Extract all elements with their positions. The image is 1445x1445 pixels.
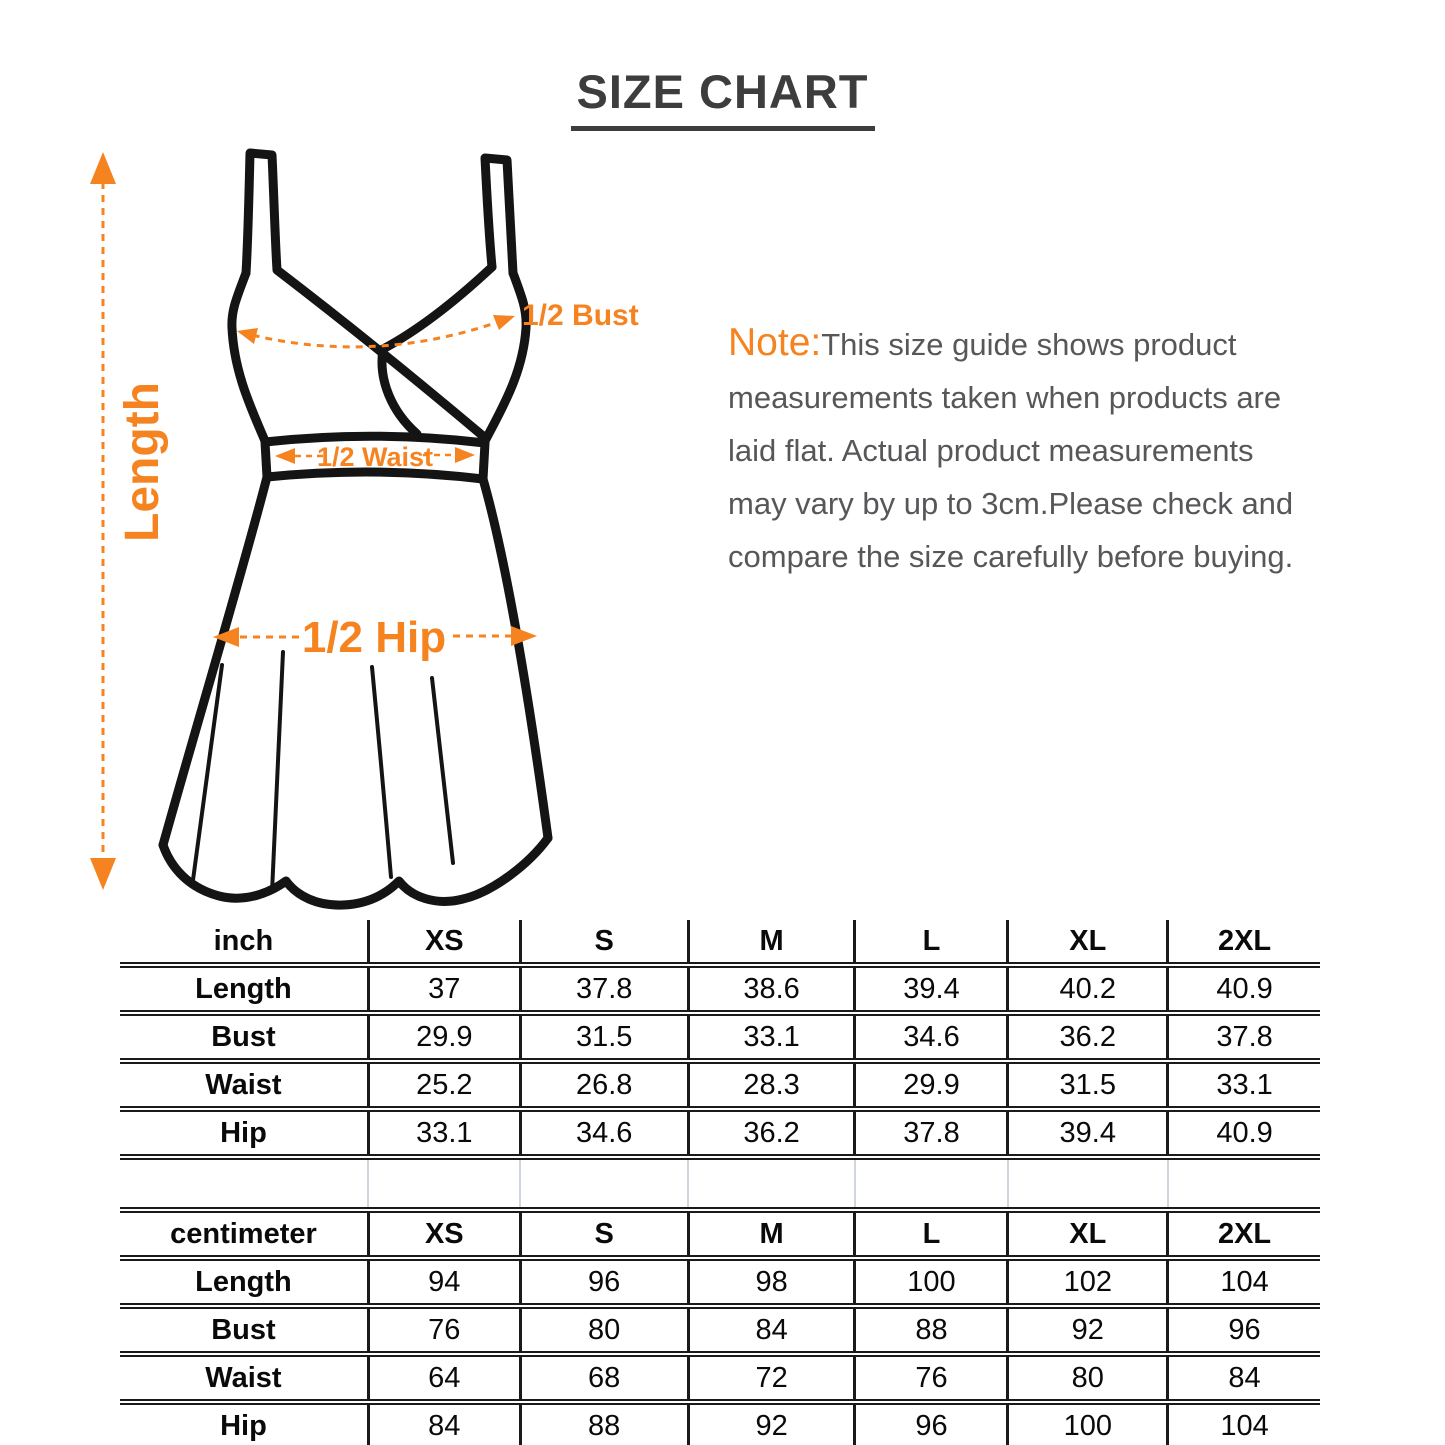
size-cell: 96	[520, 1258, 688, 1306]
size-cell: 37	[368, 965, 520, 1013]
row-label: Waist	[120, 1354, 368, 1402]
size-header: XS	[368, 1210, 520, 1258]
dress-diagram	[80, 140, 680, 910]
size-cell: 102	[1008, 1258, 1168, 1306]
pleat-line	[372, 667, 391, 877]
hip-label: 1/2 Hip	[301, 613, 447, 662]
size-cell: 96	[1168, 1306, 1320, 1354]
row-label: Bust	[120, 1013, 368, 1061]
size-cell: 40.2	[1008, 965, 1168, 1013]
size-cell: 88	[855, 1306, 1008, 1354]
size-header: M	[688, 920, 855, 965]
size-cell: 94	[368, 1258, 520, 1306]
size-cell: 92	[1008, 1306, 1168, 1354]
skirt-left-side	[163, 477, 267, 845]
note-block	[728, 316, 1418, 583]
size-cell: 37.8	[855, 1109, 1008, 1157]
size-cell: 34.6	[855, 1013, 1008, 1061]
table-row	[120, 965, 1320, 1013]
size-cell: 31.5	[520, 1013, 688, 1061]
row-label: Hip	[120, 1109, 368, 1157]
size-header: 2XL	[1168, 1210, 1320, 1258]
size-cell: 68	[520, 1354, 688, 1402]
size-cell: 96	[855, 1402, 1008, 1445]
table-row	[120, 1354, 1320, 1402]
table-row	[120, 1013, 1320, 1061]
right-strap	[485, 158, 513, 273]
size-cell: 33.1	[688, 1013, 855, 1061]
size-header: S	[520, 1210, 688, 1258]
note-line: compare the size carefully before buying.	[728, 539, 1294, 574]
size-cell: 38.6	[688, 965, 855, 1013]
size-cell: 100	[1008, 1402, 1168, 1445]
size-header: S	[520, 920, 688, 965]
size-table	[120, 920, 1320, 1445]
right-neckline	[382, 267, 492, 434]
size-tables	[120, 920, 1320, 1445]
size-cell: 76	[855, 1354, 1008, 1402]
size-header: M	[688, 1210, 855, 1258]
left-bodice-side	[232, 273, 265, 441]
left-strap	[246, 153, 483, 436]
size-cell: 37.8	[520, 965, 688, 1013]
size-cell: 25.2	[368, 1061, 520, 1109]
size-cell: 39.4	[1008, 1109, 1168, 1157]
size-cell: 37.8	[1168, 1013, 1320, 1061]
pleat-line	[272, 652, 283, 892]
size-cell: 104	[1168, 1258, 1320, 1306]
size-cell: 64	[368, 1354, 520, 1402]
size-cell: 84	[688, 1306, 855, 1354]
size-cell: 33.1	[368, 1109, 520, 1157]
size-cell: 31.5	[1008, 1061, 1168, 1109]
size-cell: 40.9	[1168, 1109, 1320, 1157]
size-cell: 76	[368, 1306, 520, 1354]
size-header: XL	[1008, 1210, 1168, 1258]
table-header-row	[120, 1210, 1320, 1258]
size-cell: 92	[688, 1402, 855, 1445]
unit-header: inch	[120, 920, 368, 965]
size-header: XS	[368, 920, 520, 965]
note-line	[728, 316, 1418, 371]
size-cell: 72	[688, 1354, 855, 1402]
size-cell: 88	[520, 1402, 688, 1445]
note-line: laid flat. Actual product measurements	[728, 433, 1254, 468]
size-cell: 39.4	[855, 965, 1008, 1013]
bust-label: 1/2 Bust	[522, 299, 639, 332]
size-cell: 33.1	[1168, 1061, 1320, 1109]
header	[0, 64, 1445, 131]
table-row	[120, 1061, 1320, 1109]
skirt-right-side	[483, 479, 548, 838]
size-cell: 28.3	[688, 1061, 855, 1109]
size-cell: 100	[855, 1258, 1008, 1306]
table-row	[120, 1402, 1320, 1445]
size-header: L	[855, 920, 1008, 965]
size-cell: 80	[520, 1306, 688, 1354]
row-label: Length	[120, 965, 368, 1013]
right-bodice-side	[485, 273, 526, 441]
unit-header: centimeter	[120, 1210, 368, 1258]
size-cell: 36.2	[1008, 1013, 1168, 1061]
size-cell: 84	[368, 1402, 520, 1445]
table-row	[120, 1306, 1320, 1354]
table-header-row	[120, 920, 1320, 965]
note-label: Note:	[728, 321, 822, 364]
dress-outline	[163, 153, 548, 905]
row-label: Bust	[120, 1306, 368, 1354]
waist-label: 1/2 Waist	[316, 442, 434, 472]
size-header: XL	[1008, 920, 1168, 965]
skirt-hem	[163, 838, 548, 905]
size-cell: 84	[1168, 1354, 1320, 1402]
row-label: Waist	[120, 1061, 368, 1109]
size-cell: 98	[688, 1258, 855, 1306]
page-title: SIZE CHART	[571, 64, 875, 131]
note-line: measurements taken when products are	[728, 380, 1282, 415]
row-label: Length	[120, 1258, 368, 1306]
size-cell: 29.9	[855, 1061, 1008, 1109]
size-cell: 29.9	[368, 1013, 520, 1061]
note-line: may vary by up to 3cm.Please check and	[728, 486, 1294, 521]
length-label: Length	[116, 382, 169, 542]
size-header: 2XL	[1168, 920, 1320, 965]
table-row	[120, 1258, 1320, 1306]
size-cell: 34.6	[520, 1109, 688, 1157]
table-row	[120, 1109, 1320, 1157]
size-cell: 26.8	[520, 1061, 688, 1109]
table-spacer	[120, 1157, 1320, 1210]
size-cell: 40.9	[1168, 965, 1320, 1013]
size-cell: 104	[1168, 1402, 1320, 1445]
size-cell: 36.2	[688, 1109, 855, 1157]
row-label: Hip	[220, 1409, 267, 1442]
length-arrow-icon	[90, 152, 116, 890]
size-header: L	[855, 1210, 1008, 1258]
pleat-line	[432, 678, 453, 863]
size-cell: 80	[1008, 1354, 1168, 1402]
note-text: This size guide shows product	[821, 327, 1237, 362]
